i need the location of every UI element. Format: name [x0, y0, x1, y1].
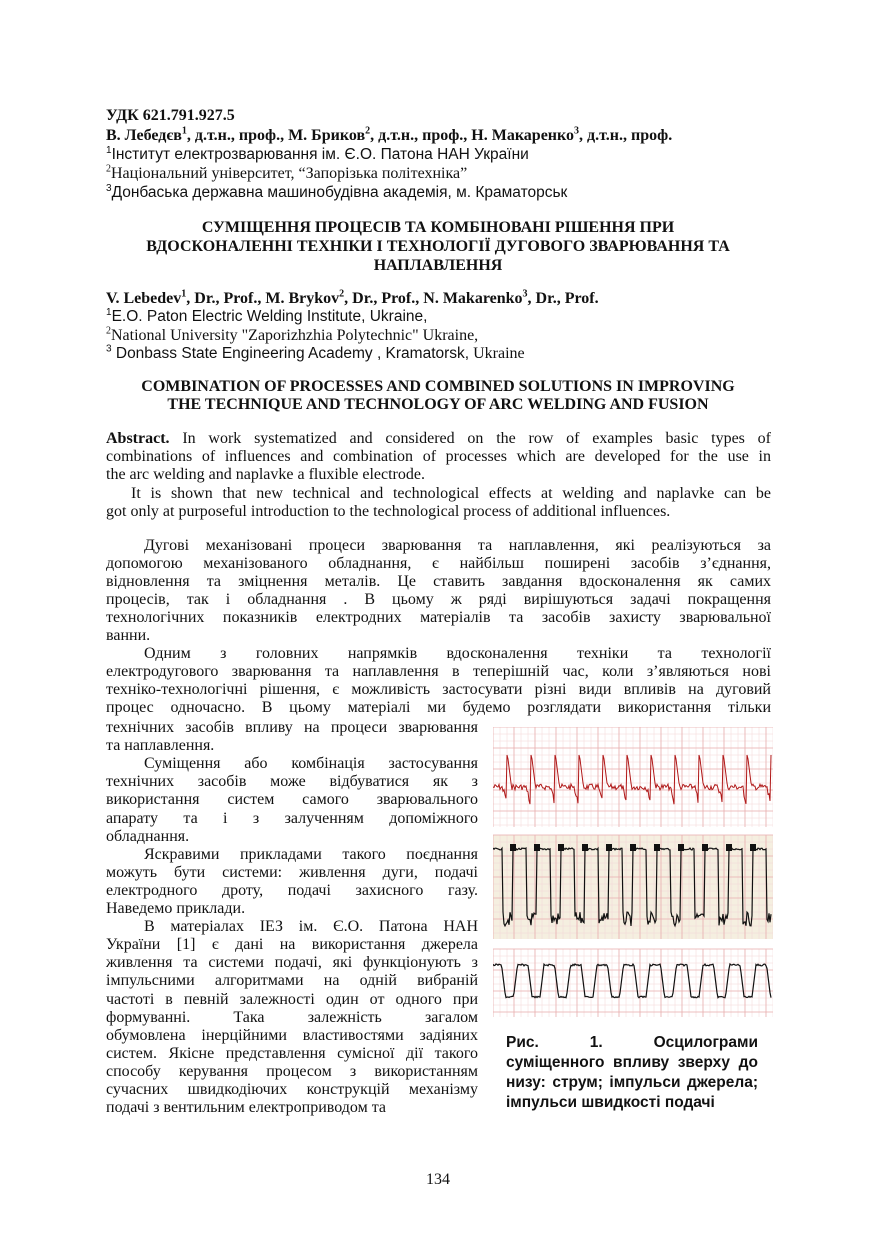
authors-en: V. Lebedev$^1$, Dr., Prof., M. Brykov$^2$, Dr., Prof., N. Makarenko$^3$, Dr., Prof. [106, 288, 599, 307]
body-column-line: та наплавлення. [106, 737, 215, 754]
abstract-line-1: Abstract. In work systematized and considered on the row of examples basic types of [106, 430, 771, 447]
body-line-4: процесів, так і обладнання . В цьому ж ряді вирішуються задачі покращення [106, 591, 771, 608]
body-column-line: імпульсними алгоритмами на одній вибраній [106, 972, 478, 989]
pulse-marker [678, 844, 684, 851]
body-line-2: допомогою механізованого обладнання, є найбільш поширені засобів з’єднання, [106, 555, 771, 572]
body-column-line: використання систем самого зварювального [106, 791, 478, 808]
body-line-1: Дугові механізовані процеси зварювання та наплавлення, які реалізуються за [144, 537, 771, 554]
title-ua-line-1: СУМІЩЕННЯ ПРОЦЕСІВ ТА КОМБІНОВАНІ РІШЕННЯ ПРИ [201, 219, 675, 236]
pulse-marker [558, 844, 564, 851]
body-column-line: електродного дроту, подачі захисного газу. [106, 882, 478, 899]
abstract-line-5: got only at purposeful introduction to the technological process of additional influences. [106, 503, 671, 520]
body-column-line: способу керування процесом з використанням [106, 1063, 478, 1080]
oscillogram-source-pulses [493, 835, 773, 939]
affiliation-ua-1: $^1$Інститут електрозварювання ім. Є.О. Патона НАН України [106, 144, 529, 163]
pulse-marker [726, 844, 732, 851]
body-line-5: технологічних показників електродних матеріалів та засобів захисту зварювальної [106, 609, 771, 626]
body-column-line: Яскравими прикладами такого поєднання [144, 846, 478, 863]
pulse-marker [750, 844, 756, 851]
pulse-marker [510, 844, 516, 851]
body-column-line: формуванні. Така залежність загалом [106, 1009, 478, 1026]
body-column-line: Наведемо приклади. [106, 900, 246, 917]
pulse-marker [630, 844, 636, 851]
affiliation-en-1: $^1$E.O. Paton Electric Welding Institute, Ukraine, [106, 306, 428, 325]
affiliation-en-3: $^3$ Donbass State Engineering Academy , Kramatorsk, Ukraine [106, 343, 525, 362]
body-column-line: сучасних швидкодіючих конструкцій механізму [106, 1081, 478, 1098]
body-line-6: ванни. [106, 627, 151, 644]
abstract-line-4: It is shown that new technical and technological effects at welding and naplavke can be [131, 485, 771, 502]
body-column-line: обладнання. [106, 828, 190, 845]
title-en-line-2: THE TECHNIQUE AND TECHNOLOGY OF ARC WELDING AND FUSION [167, 396, 709, 413]
body-line-9: техніко-технологічні рішення, є можливість застосувати різні види впливів на дуговий [106, 681, 771, 698]
body-column-line: обумовлена інерційними властивостями задіяних [106, 1027, 478, 1044]
pulse-marker [606, 844, 612, 851]
body-line-7: Одним з головних напрямків вдосконалення техніки та технології [144, 645, 771, 662]
pulse-marker [654, 844, 660, 851]
body-column-line: України [1] є дані на використання джерела [106, 936, 478, 953]
oscillogram-feed-speed [493, 949, 773, 1017]
figure-caption-line-1: Рис. 1. Осцилограми [506, 1034, 758, 1051]
udc-code: УДК 621.791.927.5 [106, 107, 235, 124]
affiliation-ua-3: $^3$Донбаська державна машинобудівна академія, м. Краматорськ [106, 182, 568, 201]
body-line-3: відновлення та зміцнення металів. Це ставить завдання вдосконалення як самих [106, 573, 771, 590]
body-column-line: В матеріалах ІЕЗ ім. Є.О. Патона НАН [144, 918, 478, 935]
body-column-line: систем. Якісне представлення сумісної дії такого [106, 1045, 478, 1062]
oscillogram-current [493, 727, 773, 827]
body-column-line: технічних засобів впливу на процеси зварювання [106, 719, 478, 736]
affiliation-ua-2: $^2$Національний університет, “Запорізька політехніка” [106, 163, 468, 182]
body-line-10: процес одночасно. В цьому матеріалі ми будемо розглядати використання тільки [106, 699, 771, 716]
pulse-marker [582, 844, 588, 851]
figure-caption-line-3: низу: струм; імпульси джерела; [506, 1074, 758, 1091]
body-column-line: частоті в певній залежності один от одного при [106, 991, 478, 1008]
figure-caption-line-4: імпульси швидкості подачі [506, 1094, 715, 1111]
abstract-line-3: the arc welding and naplavke a fluxible electrode. [106, 466, 425, 483]
body-column-line: подачі з вентильним електроприводом та [106, 1099, 387, 1116]
body-column-line: технічних засобів може відбуватися як з [106, 773, 478, 790]
body-column-line: можуть бути системи: живлення дуги, подачі [106, 864, 478, 881]
abstract-line-2: combinations of influences and combination of processes which are developed for the use in [106, 448, 771, 465]
body-column-line: апарату та і з залученням допоміжного [106, 810, 478, 827]
body-column-line: Суміщення або комбінація застосування [144, 755, 478, 772]
affiliation-en-2: $^2$National University "Zaporizhzhia Polytechnic" Ukraine, [106, 325, 479, 344]
body-column-line: живлення та системи подачі, які функціонують з [106, 954, 478, 971]
body-line-8: електродугового зварювання та наплавлення в теперішній час, коли з’являються нові [106, 663, 771, 680]
title-ua-line-3: НАПЛАВЛЕННЯ [373, 257, 503, 274]
title-en-line-1: COMBINATION OF PROCESSES AND COMBINED SOLUTIONS IN IMPROVING [141, 378, 735, 395]
page-number: 134 [426, 1171, 450, 1188]
oscillogram-figure [493, 727, 773, 1017]
pulse-marker [534, 844, 540, 851]
figure-caption-line-2: суміщенного впливу зверху до [506, 1054, 758, 1071]
authors-ua: В. Лебедєв$^1$, д.т.н., проф., М. Бриков$^2$, д.т.н., проф., Н. Макаренко$^3$, д.т.н., проф. [106, 125, 673, 144]
title-ua-line-2: ВДОСКОНАЛЕННІ ТЕХНІКИ І ТЕХНОЛОГІЇ ДУГОВОГО ЗВАРЮВАННЯ ТА [146, 238, 730, 255]
pulse-marker [702, 844, 708, 851]
